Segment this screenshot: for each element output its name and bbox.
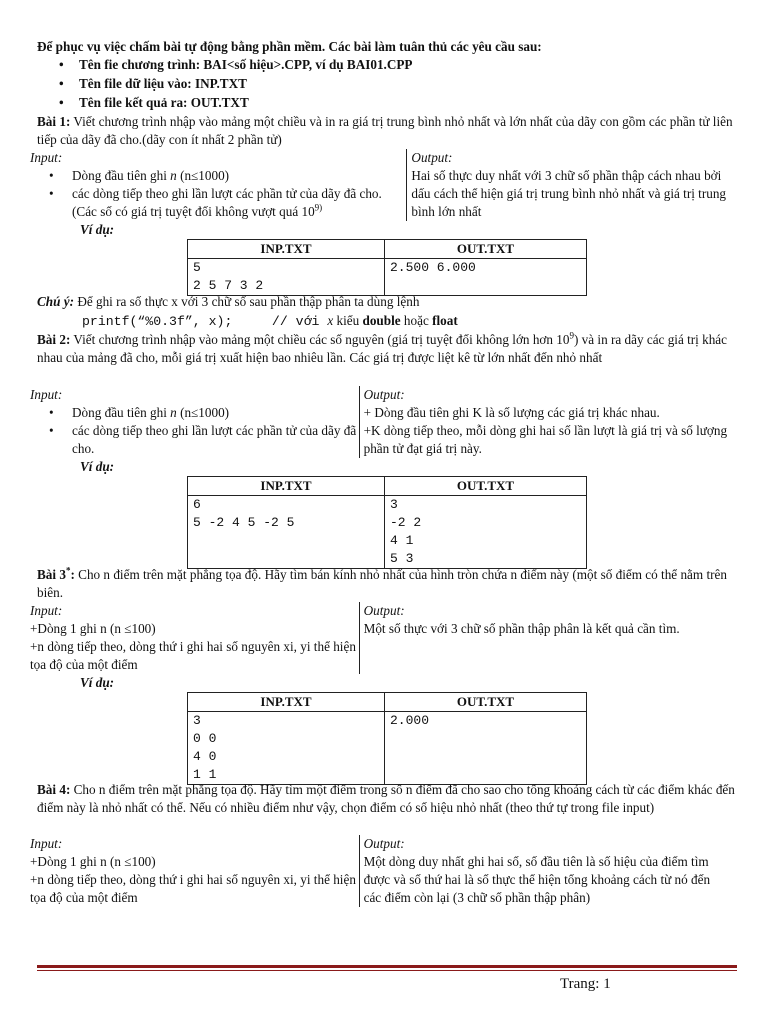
bai4-output-col	[360, 835, 730, 907]
requirements-list	[59, 56, 737, 113]
col-header-out: OUT.TXT	[385, 240, 587, 259]
bai2-statement: Bài 2: Viết chương trình nhập vào mảng một chiều các số nguyên (giá trị tuyệt đối không lớn hơn $10^9$) và in ra dãy các giá trị khác nhau của mảng đã cho, mỗi giá trị xuất hiện bao nhiêu lần. Các giá trị được liệt kê từ lớn nhất đến nhỏ nhất	[37, 330, 728, 365]
bai1-note: Chú ý: Để ghi ra số thực x với 3 chữ số sau phần thập phân ta dùng lệnh	[37, 294, 420, 309]
bai2-input-item: • Dòng đầu tiên ghi n (n≤1000)	[30, 404, 359, 422]
bai2-title: Bài 2:	[37, 332, 71, 347]
requirement-item: • Tên fie chương trình: BAI<số hiệu>.CPP, ví dụ BAI01.CPP	[59, 56, 737, 75]
col-header-out: OUT.TXT	[385, 693, 587, 712]
bai4-io	[30, 835, 730, 907]
bai2-out-cell: 3 -2 2 4 1 5 3	[385, 496, 587, 569]
bai1-note-code: printf(“%0.3f”, x); // với x kiểu double hoặc float	[82, 313, 458, 329]
bai3-output-text: Một số thực với 3 chữ số phần thập phân là kết quả cần tìm.	[363, 621, 680, 636]
page-number: Trang: 1	[560, 976, 611, 992]
col-header-inp: INP.TXT	[188, 693, 385, 712]
col-header-inp: INP.TXT	[188, 477, 385, 496]
bai2-example-table	[187, 476, 587, 569]
bai2-inp-cell: 6 5 -2 4 5 -2 5	[188, 496, 385, 569]
output-label: Output:	[363, 387, 405, 402]
bai1-output-col	[407, 149, 730, 221]
bai1-example-table	[187, 239, 587, 296]
bai4-output-text: Một dòng duy nhất ghi hai số, số đầu tiên là số hiệu của điểm tìm được và số thứ hai là số thực thể hiện tổng khoảng cách từ nó đến các điểm còn lại (3 chữ số phần thập phân)	[363, 854, 711, 905]
bai4-title: Bài 4:	[37, 782, 71, 797]
bai2-output-line: + Dòng đầu tiên ghi K là số lượng các giá trị khác nhau.	[363, 405, 660, 420]
bai2-input-item: • các dòng tiếp theo ghi lần lượt các phần tử của dãy đã cho.	[30, 422, 359, 458]
bai2-input-col	[30, 386, 360, 458]
col-header-inp: INP.TXT	[188, 240, 385, 259]
bai2-example-label: Ví dụ:	[80, 459, 115, 474]
output-label: Output:	[363, 836, 405, 851]
bai2-output-line: +K dòng tiếp theo, mỗi dòng ghi hai số lần lượt là giá trị và số lượng phần tử đạt giá trị này.	[363, 423, 728, 456]
bai3-title: Bài 3*:	[37, 565, 75, 582]
bai3-example-table	[187, 692, 587, 785]
bai3-input-line: +n dòng tiếp theo, dòng thứ i ghi hai số nguyên xi, yi thể hiện tọa độ của một điểm	[30, 639, 356, 672]
bai3-input-line: +Dòng 1 ghi n (n ≤100)	[30, 621, 156, 636]
bai1-input-col	[30, 149, 407, 221]
bai3-statement: Bài 3*: Cho n điểm trên mặt phẳng tọa độ. Hãy tìm bán kính nhỏ nhất của hình tròn chứa n điểm này (một số điểm có thể nằm trên biên.	[37, 565, 727, 600]
requirement-item: • Tên file dữ liệu vào: INP.TXT	[59, 75, 737, 94]
requirement-item: • Tên file kết quả ra: OUT.TXT	[59, 94, 737, 113]
bai1-output-text: Hai số thực duy nhất với 3 chữ số phần thập cách nhau bởi dấu cách thể hiện giá trị trung bình nhỏ nhất và giá trị trung bình lớn nhất	[411, 168, 727, 219]
output-label: Output:	[363, 603, 405, 618]
input-label: Input:	[30, 150, 63, 165]
bai3-example-label: Ví dụ:	[80, 675, 115, 690]
bai3-input-col	[30, 602, 360, 674]
input-label: Input:	[30, 387, 63, 402]
input-label: Input:	[30, 836, 63, 851]
bai1-io	[30, 149, 730, 221]
note-label: Chú ý:	[37, 294, 75, 309]
bai1-input-item: • các dòng tiếp theo ghi lần lượt các phần tử của dãy đã cho.(Các số có giá trị tuyệt đối không vượt quá 10$^{9)}$	[30, 185, 406, 221]
bai1-inp-cell: 5 2 5 7 3 2	[188, 259, 385, 296]
bai2-io	[30, 386, 730, 458]
bai1-out-cell: 2.500 6.000	[385, 259, 587, 296]
bai1-example-label: Ví dụ:	[80, 222, 115, 237]
bai3-out-cell: 2.000	[385, 712, 587, 785]
bai3-io	[30, 602, 730, 674]
intro-section	[37, 38, 737, 113]
bai4-input-col	[30, 835, 360, 907]
input-label: Input:	[30, 603, 63, 618]
bai1-input-item: • Dòng đầu tiên ghi n (n≤1000)	[30, 167, 406, 185]
bai3-inp-cell: 3 0 0 4 0 1 1	[188, 712, 385, 785]
bai4-input-line: +n dòng tiếp theo, dòng thứ i ghi hai số nguyên xi, yi thể hiện tọa độ của một điểm	[30, 872, 356, 905]
bai4-statement: Bài 4: Cho n điểm trên mặt phẳng tọa độ. Hãy tìm một điểm trong số n điểm đã cho sao cho tổng khoảng cách từ các điểm khác đến điểm này là nhỏ nhất có thể. Nếu có nhiều điểm như vậy, chọn điểm có số hiệu nhỏ nhất (theo thứ tự trong file input)	[37, 782, 735, 815]
intro-heading: Để phục vụ việc chấm bài tự động bằng phần mềm. Các bài làm tuân thủ các yêu cầu sau:	[37, 39, 542, 54]
bai2-output-col	[360, 386, 730, 458]
col-header-out: OUT.TXT	[385, 477, 587, 496]
bai1-statement: Bài 1: Viết chương trình nhập vào mảng một chiều và in ra giá trị trung bình nhỏ nhất và lớn nhất của dãy con gồm các phần tử liên tiếp của dãy đã cho.(dãy con ít nhất 2 phần tử)	[37, 114, 733, 147]
output-label: Output:	[411, 150, 453, 165]
footer-rule-thin	[37, 970, 737, 971]
bai3-output-col	[360, 602, 730, 674]
footer-rule	[37, 965, 737, 968]
bai4-input-line: +Dòng 1 ghi n (n ≤100)	[30, 854, 156, 869]
bai1-title: Bài 1:	[37, 114, 71, 129]
